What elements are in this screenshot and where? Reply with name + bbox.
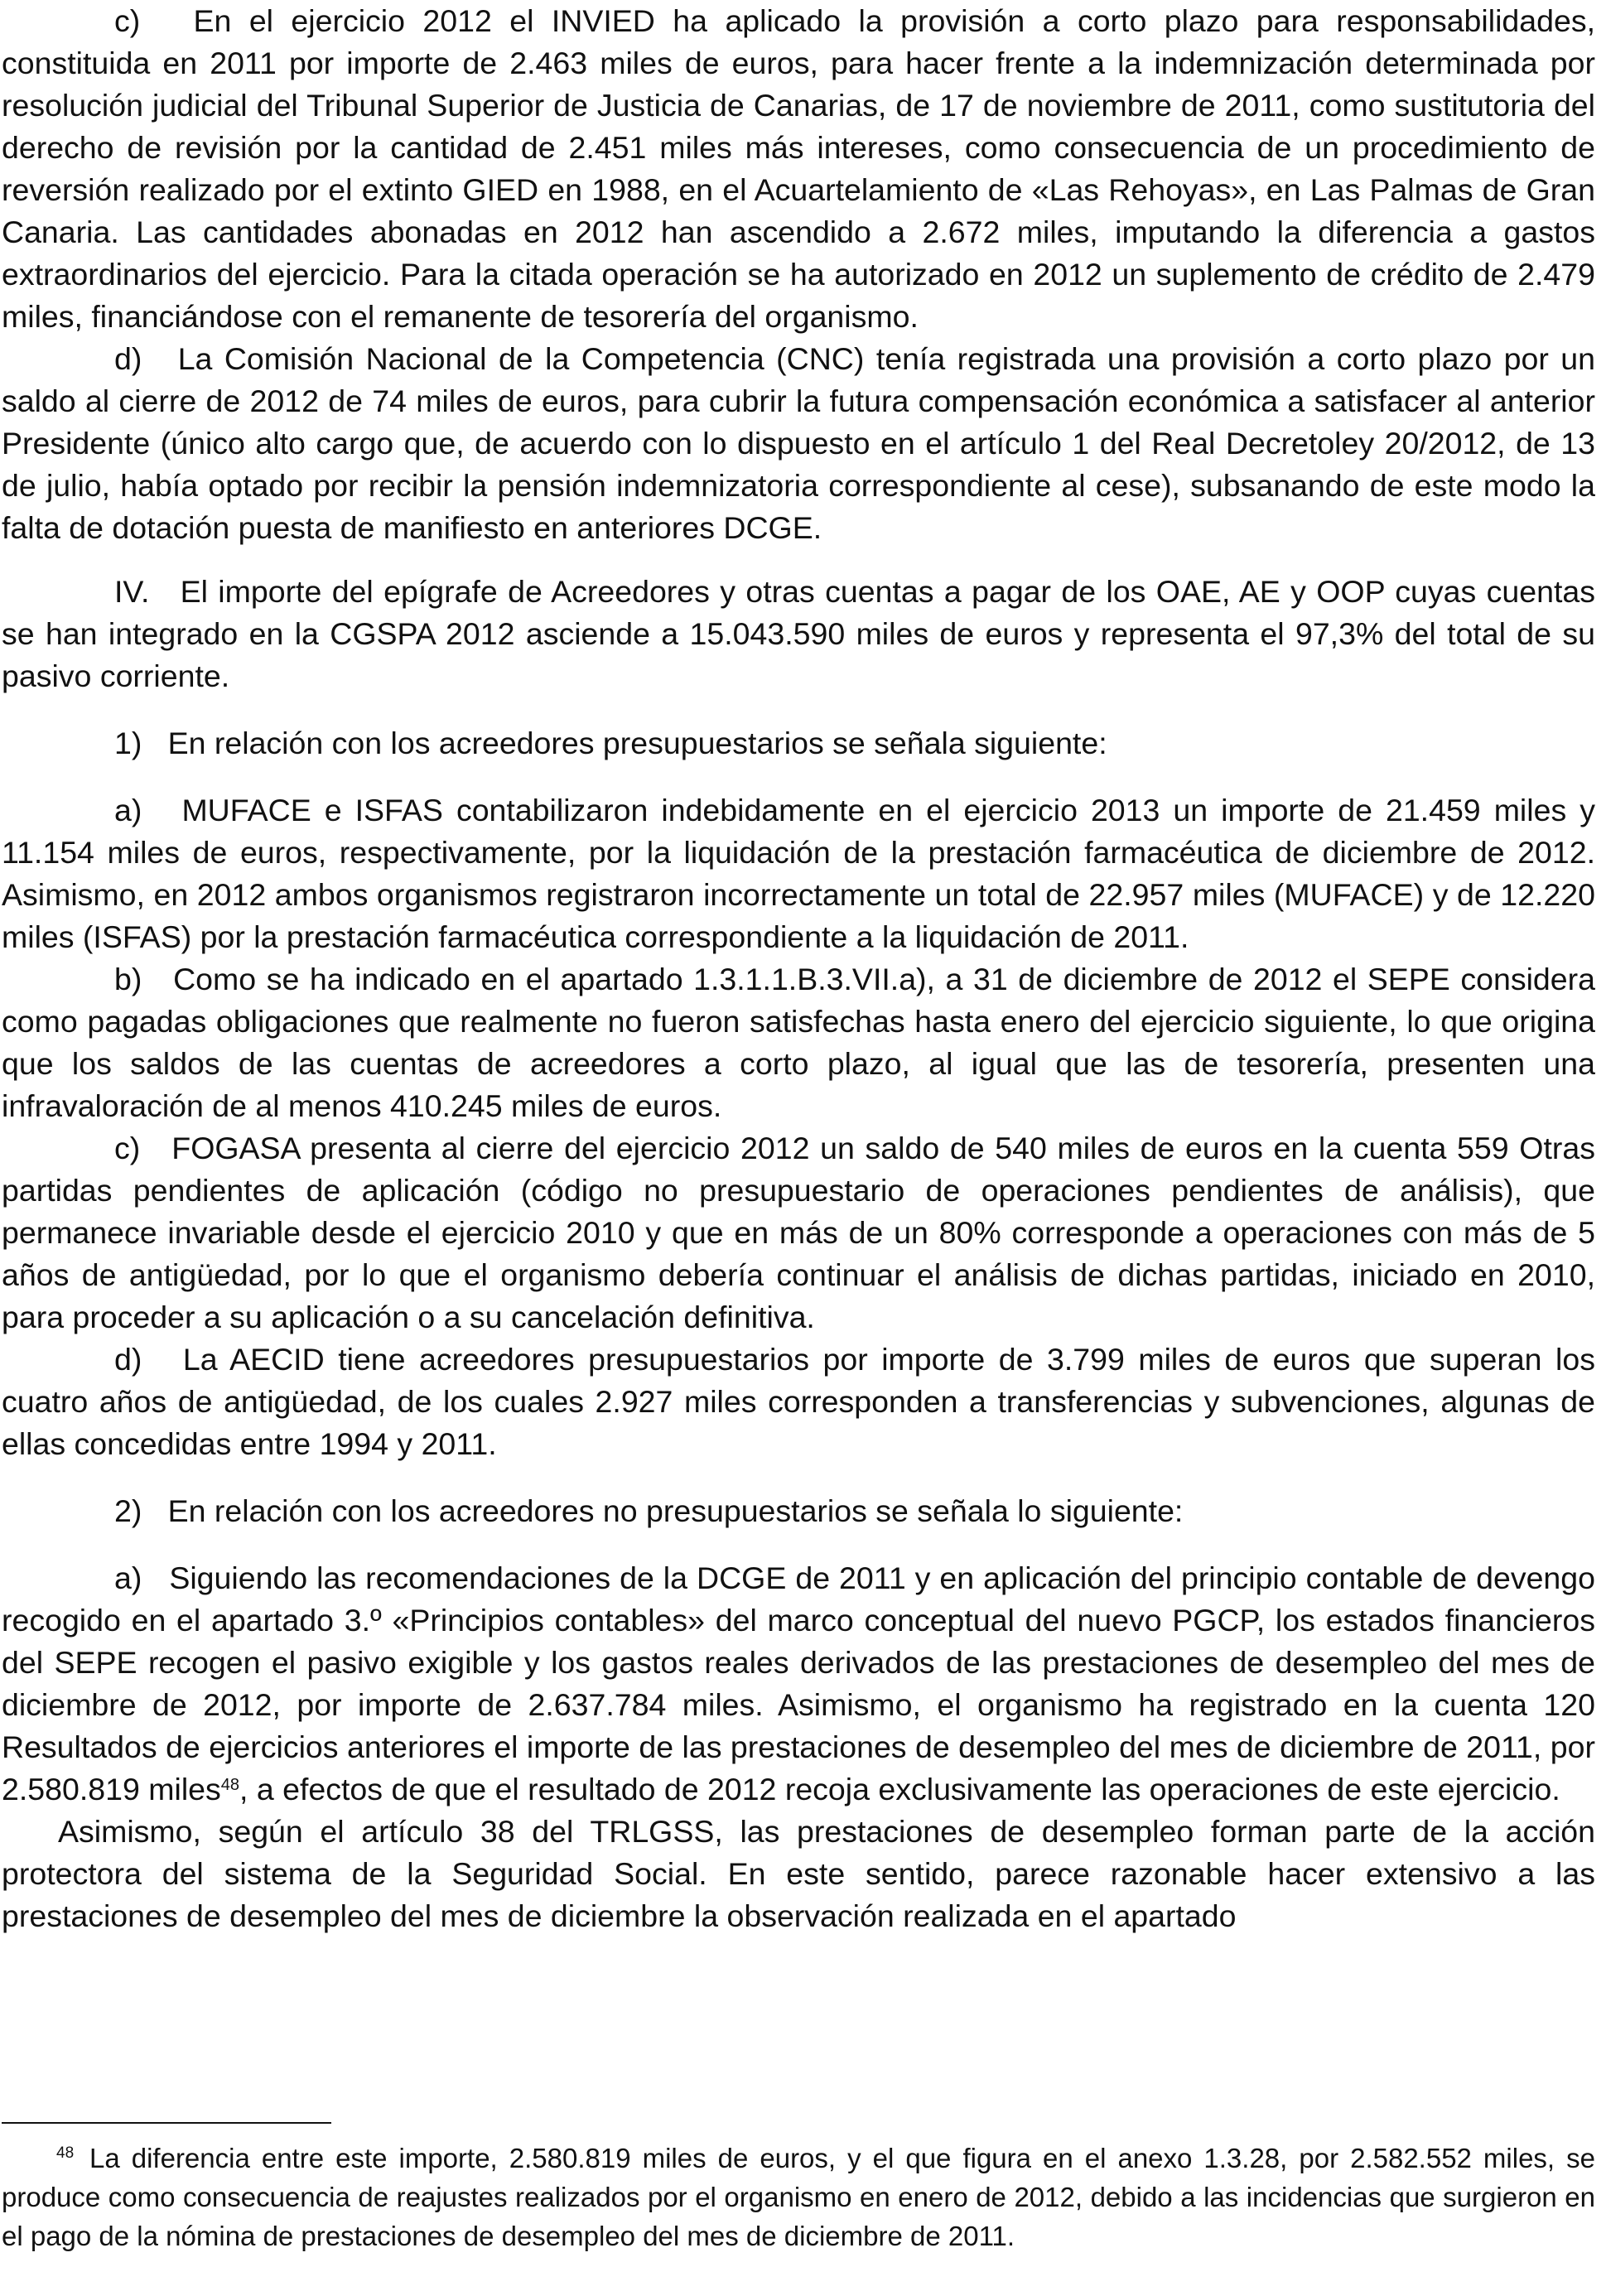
item-label: b) [114, 962, 142, 996]
item-label: a) [114, 1560, 142, 1595]
paragraph-b-sepe [2, 958, 1595, 1127]
paragraph-a-muface [2, 789, 1595, 958]
paragraph-text: La AECID tiene acreedores presupuestarios por importe de 3.799 miles de euros que superan los cuatro años de antigüedad, de los cuales 2.927 miles corresponden a transferencias y subvenciones, algunas de ellas concedidas entre 1994 y 2011. [2, 1342, 1595, 1461]
item-label: 2) [114, 1493, 142, 1528]
paragraph-d-cnc [2, 338, 1595, 549]
paragraph-2-no-presupuestarios [2, 1490, 1595, 1532]
paragraph-text: FOGASA presenta al cierre del ejercicio 2012 un saldo de 540 miles de euros en la cuenta 559 Otras partidas pendientes de aplicación (código no presupuestario de operaciones pendientes de análisis), que permanece invariable desde el ejercicio 2010 y que en más de un 80% corresponde a operaciones con más de 5 años de antigüedad, por lo que el organismo debería continuar el análisis de dichas partidas, iniciado en 2010, para proceder a su aplicación o a su cancelación definitiva. [2, 1131, 1595, 1334]
paragraph-text-continued: , a efectos de que el resultado de 2012 recoja exclusivamente las operaciones de este ejercicio. [239, 1772, 1560, 1806]
document-body [2, 0, 1595, 1937]
footnote-text: La diferencia entre este importe, 2.580.819 miles de euros, y el que figura en el anexo 1.3.28, por 2.582.552 miles, se produce como consecuencia de reajustes realizados por el organismo en enero de 2012, debido a las incidencias que surgieron en el pago de la nómina de prestaciones de desempleo del mes de diciembre de 2011. [2, 2143, 1595, 2251]
item-label: a) [114, 793, 142, 827]
paragraph-text: Como se ha indicado en el apartado 1.3.1.1.B.3.VII.a), a 31 de diciembre de 2012 el SEPE considera como pagadas obligaciones que realmente no fueron satisfechas hasta enero del ejercicio siguiente, lo que origina que los saldos de las cuentas de acreedores a corto plazo, al igual que las de tesorería, presenten una infravaloración de al menos 410.245 miles de euros. [2, 962, 1595, 1123]
paragraph-1-presupuestarios [2, 722, 1595, 765]
paragraph-d-aecid [2, 1339, 1595, 1465]
section-label: IV. [114, 574, 150, 609]
paragraph-a-sepe-devengo [2, 1557, 1595, 1811]
paragraph-text: En relación con los acreedores presupuestarios se señala siguiente: [167, 726, 1107, 760]
footnote: 48 La diferencia entre este importe, 2.580.819 miles de euros, y el que figura en el anexo 1.3.28, por 2.582.552 miles, se produce como consecuencia de reajustes realizados por el organismo en enero de 2012, debido a las incidencias que surgieron en el pago de la nómina de prestaciones de desempleo del mes de diciembre de 2011. [2, 2143, 1595, 2251]
paragraph-text: Asimismo, según el artículo 38 del TRLGSS, las prestaciones de desempleo forman parte de la acción protectora del sistema de la Seguridad Social. En este sentido, parece razonable hacer extensivo a las prestaciones de desempleo del mes de diciembre la observación realizada en el apartado [2, 1814, 1595, 1933]
item-label: c) [114, 3, 141, 38]
paragraph-text: MUFACE e ISFAS contabilizaron indebidamente en el ejercicio 2013 un importe de 21.459 miles y 11.154 miles de euros, respectivamente, por la liquidación de la prestación farmacéutica de diciembre de 2012. Asimismo, en 2012 ambos organismos registraron incorrectamente un total de 22.957 miles (MUFACE) y de 12.220 miles (ISFAS) por la prestación farmacéutica correspondiente a la liquidación de 2011. [2, 793, 1595, 954]
paragraph-c-fogasa [2, 1127, 1595, 1339]
footnote-reference[interactable]: 48 [220, 1776, 240, 1794]
item-label: c) [114, 1131, 141, 1165]
item-label: d) [114, 341, 142, 376]
paragraph-text: El importe del epígrafe de Acreedores y otras cuentas a pagar de los OAE, AE y OOP cuyas cuentas se han integrado en la CGSPA 2012 asciende a 15.043.590 miles de euros y representa el 97,3% del total de su pasivo corriente. [2, 574, 1595, 693]
paragraph-iv-acreedores [2, 571, 1595, 697]
paragraph-c-invied [2, 0, 1595, 338]
paragraph-text: En relación con los acreedores no presupuestarios se señala lo siguiente: [167, 1493, 1184, 1528]
paragraph-text: La Comisión Nacional de la Competencia (CNC) tenía registrada una provisión a corto plazo por un saldo al cierre de 2012 de 74 miles de euros, para cubrir la futura compensación económica a satisfacer al anterior Presidente (único alto cargo que, de acuerdo con lo dispuesto en el artículo 1 del Real Decretoley 20/2012, de 13 de julio, había optado por recibir la pensión indemnizatoria correspondiente al cese), subsanando de este modo la falta de dotación puesta de manifiesto en anteriores DCGE. [2, 341, 1595, 545]
paragraph-text: Siguiendo las recomendaciones de la DCGE de 2011 y en aplicación del principio contable de devengo recogido en el apartado 3.º «Principios contables» del marco conceptual del nuevo PGCP, los estados financieros del SEPE recogen el pasivo exigible y los gastos reales derivados de las prestaciones de desempleo del mes de diciembre de 2012, por importe de 2.637.784 miles. Asimismo, el organismo ha registrado en la cuenta 120 Resultados de ejercicios anteriores el importe de las prestaciones de desempleo del mes de diciembre de 2011, por 2.580.819 miles [2, 1560, 1595, 1806]
footnote-divider [2, 2122, 331, 2124]
item-label: 1) [114, 726, 142, 760]
paragraph-asimismo [2, 1811, 1595, 1937]
paragraph-text: En el ejercicio 2012 el INVIED ha aplicado la provisión a corto plazo para responsabilidades, constituida en 2011 por importe de 2.463 miles de euros, para hacer frente a la indemnización determinada por resolución judicial del Tribunal Superior de Justicia de Canarias, de 17 de noviembre de 2011, como sustitutoria del derecho de revisión por la cantidad de 2.451 miles más intereses, como consecuencia de un procedimiento de reversión realizado por el extinto GIED en 1988, en el Acuartelamiento de «Las Rehoyas», en Las Palmas de Gran Canaria. Las cantidades abonadas en 2012 han ascendido a 2.672 miles, imputando la diferencia a gastos extraordinarios del ejercicio. Para la citada operación se ha autorizado en 2012 un suplemento de crédito de 2.479 miles, financiándose con el remanente de tesorería del organismo. [2, 3, 1595, 334]
item-label: d) [114, 1342, 142, 1377]
